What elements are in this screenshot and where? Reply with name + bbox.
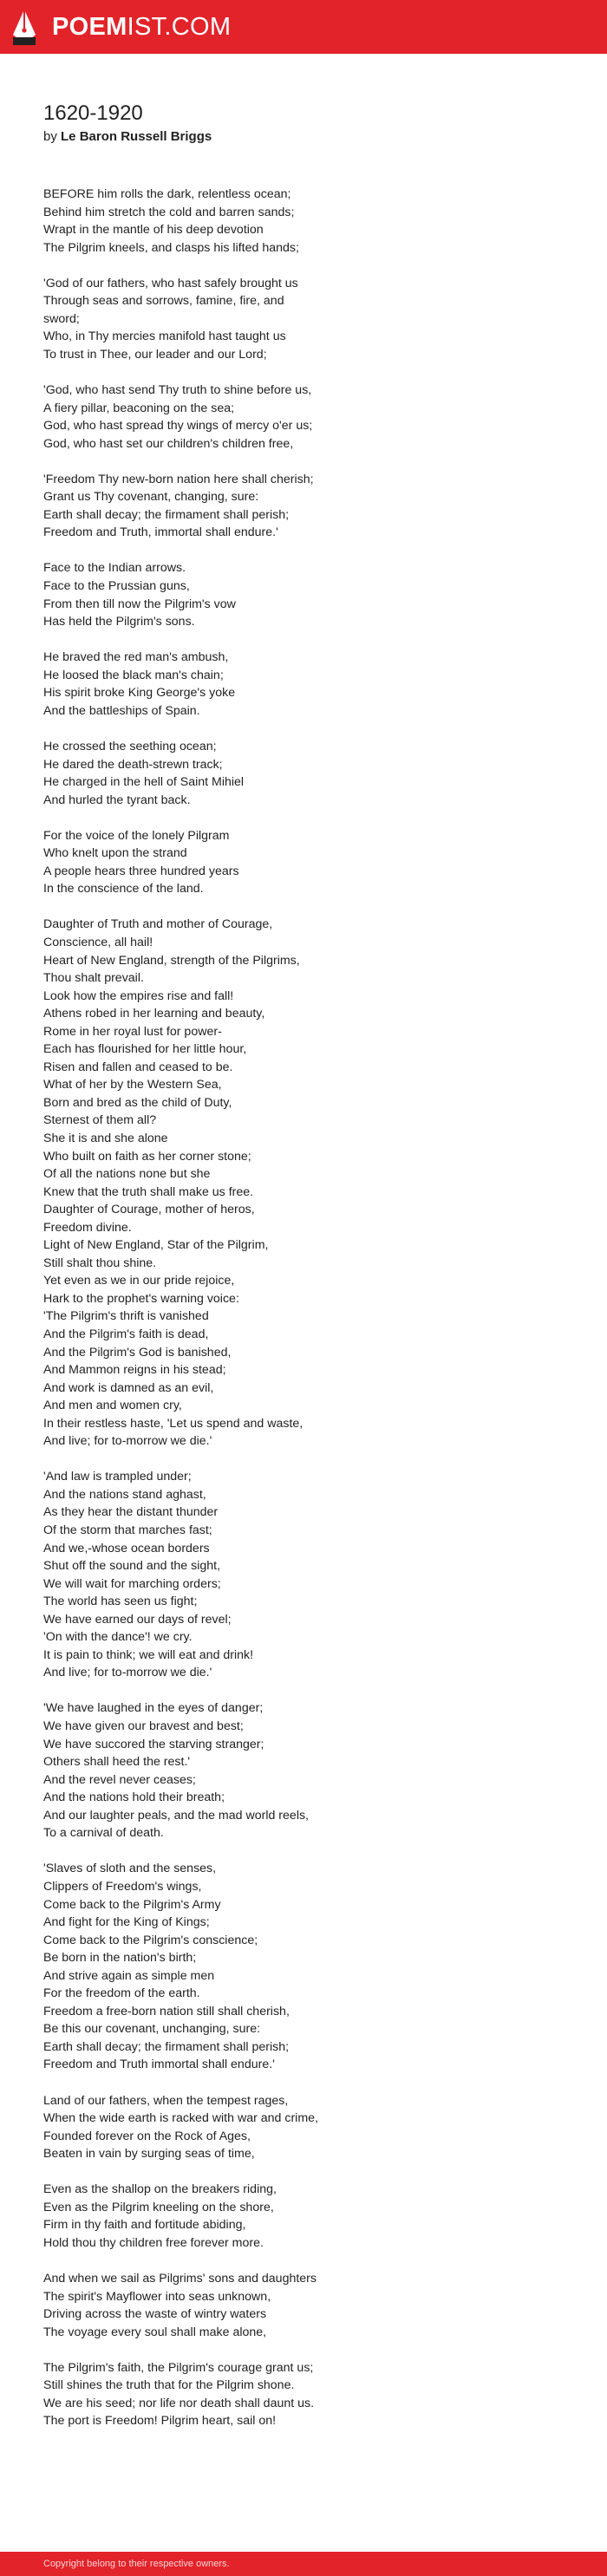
stanza (43, 738, 581, 809)
poem-line: Be born in the nation's birth; (43, 1951, 197, 1966)
poem-line: 'God of our fathers, who hast safely brought us (43, 276, 298, 290)
poem-line: Grant us Thy covenant, changing, sure: (43, 490, 259, 505)
poem-line: Firm in thy faith and fortitude abiding, (43, 2218, 246, 2233)
stanza (43, 2092, 581, 2163)
poem-line: Earth shall decay; the firmament shall perish; (43, 507, 290, 522)
poem-line: Be this our covenant, unchanging, sure: (43, 2022, 261, 2037)
poem-line: And live; for to-morrow we die.' (43, 1434, 212, 1449)
poem-line: And the Pilgrim's faith is dead, (43, 1327, 209, 1341)
poem-line: And we,-whose ocean borders (43, 1541, 210, 1555)
poem-line: And live; for to-morrow we die.' (43, 1666, 212, 1680)
poem-line: And the Pilgrim's God is banished, (43, 1345, 232, 1360)
poem-line: Rome in her royal lust for power- (43, 1024, 222, 1039)
poem-line: Behind him stretch the cold and barren sands; (43, 205, 295, 219)
poem-line: It is pain to think; we will eat and drink! (43, 1647, 254, 1662)
poem-line: As they hear the distant thunder (43, 1505, 219, 1520)
poem-line: Freedom and Truth immortal shall endure.' (43, 2058, 275, 2072)
stanza (43, 275, 581, 364)
stanza (43, 471, 581, 542)
poem-line: The voyage every soul shall make alone, (43, 2325, 267, 2339)
poem-line: Face to the Prussian guns, (43, 579, 190, 594)
poem-line: Shut off the sound and the sight, (43, 1559, 221, 1574)
poem-line: She it is and she alone (43, 1131, 168, 1145)
poem-line: God, who hast spread thy wings of mercy o'er us; (43, 419, 313, 434)
poem-line: Through seas and sorrows, famine, fire, and (43, 294, 284, 309)
poem-line: Land of our fathers, when the tempest rages, (43, 2093, 289, 2108)
poem-line: Yet even as we in our pride rejoice, (43, 1274, 235, 1288)
poem-line: Daughter of Truth and mother of Courage, (43, 917, 273, 932)
poem-line: When the wide earth is racked with war and crime, (43, 2111, 318, 2126)
stanza (43, 2181, 581, 2252)
poem-line: From then till now the Pilgrim's vow (43, 597, 236, 611)
poem-line: Risen and fallen and ceased to be. (43, 1060, 233, 1074)
poem-line: His spirit broke King George's yoke (43, 686, 236, 701)
poem-line: In their restless haste, 'Let us spend and waste, (43, 1416, 304, 1431)
poem-line: Come back to the Pilgrim's Army (43, 1897, 221, 1912)
poem-line: Others shall heed the rest.' (43, 1755, 191, 1770)
poem-line: To trust in Thee, our leader and our Lord; (43, 347, 267, 362)
poem-line: The world has seen us fight; (43, 1595, 198, 1609)
pen-nib-icon[interactable] (12, 9, 36, 45)
poem-line: Face to the Indian arrows. (43, 561, 186, 576)
poem-line: Beaten in vain by surging seas of time, (43, 2147, 255, 2162)
poem-line: Even as the Pilgrim kneeling on the shore, (43, 2200, 274, 2214)
logo-bold: POEM (52, 13, 127, 41)
poem-line: And the nations stand aghast, (43, 1487, 206, 1502)
poem-line: And the nations hold their breath; (43, 1790, 225, 1805)
poem-line: A people hears three hundred years (43, 864, 239, 878)
stanza (43, 559, 581, 630)
copyright-text: Copyright belong to their respective owners. (43, 2559, 230, 2569)
stanza (43, 2270, 581, 2341)
poem-line: Athens robed in her learning and beauty, (43, 1007, 265, 1021)
poem-line: Daughter of Courage, mother of heros, (43, 1203, 255, 1217)
poem-line: Wrapt in the mantle of his deep devotion (43, 223, 264, 238)
poem-line: Each has flourished for her little hour, (43, 1042, 247, 1057)
poem-line: 'On with the dance'! we cry. (43, 1630, 193, 1645)
poem-line: Of all the nations none but she (43, 1167, 211, 1182)
poem-line: Founded forever on the Rock of Ages, (43, 2129, 251, 2143)
poem-line: And work is damned as an evil, (43, 1380, 214, 1395)
poem-line: Even as the shallop on the breakers riding, (43, 2182, 277, 2197)
poem-line: And men and women cry, (43, 1399, 182, 1413)
poem-line: For the voice of the lonely Pilgram (43, 828, 230, 843)
poem-line: God, who hast set our children's children free, (43, 436, 294, 451)
poem-line: Thou shalt prevail. (43, 971, 144, 986)
byline (43, 128, 212, 146)
poem-line: Look how the empires rise and fall! (43, 988, 234, 1003)
stanza (43, 1699, 581, 1842)
poem-title: 1620-1920 (43, 101, 143, 125)
poem-line: 'God, who hast send Thy truth to shine before us, (43, 383, 312, 398)
logo-light: IST.COM (127, 13, 232, 41)
poem-line: He loosed the black man's chain; (43, 668, 224, 682)
poem-line: Freedom divine. (43, 1220, 132, 1235)
poem-line: Sternest of them all? (43, 1113, 157, 1128)
poem-line: We will wait for marching orders; (43, 1576, 221, 1591)
site-logo[interactable] (52, 12, 231, 42)
poem-line: 'The Pilgrim's thrift is vanished (43, 1309, 209, 1324)
poem-line: And when we sail as Pilgrims' sons and daughters (43, 2271, 317, 2286)
poem-line: sword; (43, 311, 80, 326)
poem-line: Freedom a free-born nation still shall cherish, (43, 2004, 290, 2018)
poem-line: And the battleships of Spain. (43, 703, 200, 718)
poem-line: In the conscience of the land. (43, 882, 204, 897)
poem-line: 'Slaves of sloth and the senses, (43, 1862, 217, 1876)
poem-line: He charged in the hell of Saint Mihiel (43, 775, 245, 790)
poem-line: For the freedom of the earth. (43, 1986, 200, 2001)
poem-line: Conscience, all hail! (43, 935, 153, 949)
poem-line: Driving across the waste of wintry waters (43, 2307, 267, 2322)
poem-line: Still shalt thou shine. (43, 1255, 157, 1270)
poem-line: To a carnival of death. (43, 1826, 164, 1841)
poem-line: And fight for the King of Kings; (43, 1915, 210, 1930)
poem-line: Who, in Thy mercies manifold hast taught us (43, 329, 286, 344)
poem-line: BEFORE him rolls the dark, relentless ocean; (43, 187, 291, 201)
poem-line: Still shines the truth that for the Pilgrim shone. (43, 2378, 295, 2393)
poem-line: And strive again as simple men (43, 1968, 215, 1983)
poem-line: Heart of New England, strength of the Pilgrims, (43, 953, 300, 968)
author-name[interactable]: Le Baron Russell Briggs (61, 129, 212, 144)
site-footer (0, 2552, 607, 2576)
stanza (43, 2359, 581, 2430)
poem-line: And hurled the tyrant back. (43, 792, 191, 807)
poem-line: Of the storm that marches fast; (43, 1523, 212, 1538)
poem-line: Who built on faith as her corner stone; (43, 1149, 251, 1164)
poem-line: 'And law is trampled under; (43, 1470, 192, 1484)
poem-body (43, 186, 581, 2448)
stanza (43, 649, 581, 720)
poem-line: 'Freedom Thy new-born nation here shall cherish; (43, 472, 314, 486)
poem-line: Earth shall decay; the firmament shall perish; (43, 2039, 290, 2054)
poem-line: Knew that the truth shall make us free. (43, 1184, 254, 1199)
poem-line: The spirit's Mayflower into seas unknown, (43, 2289, 271, 2304)
poem-line: The Pilgrim kneels, and clasps his lifted hands; (43, 240, 299, 255)
stanza (43, 382, 581, 453)
poem-line: Born and bred as the child of Duty, (43, 1095, 232, 1110)
poem-line: We have earned our days of revel; (43, 1612, 232, 1627)
poem-line: 'We have laughed in the eyes of danger; (43, 1701, 264, 1716)
poem-line: He braved the red man's ambush, (43, 650, 229, 665)
poem-line: We are his seed; nor life nor death shall daunt us. (43, 2396, 315, 2410)
poem-line: We have succored the starving stranger; (43, 1737, 264, 1751)
poem-line: Hold thou thy children free forever more. (43, 2235, 264, 2250)
byline-prefix: by (43, 129, 57, 144)
poem-line: Has held the Pilgrim's sons. (43, 615, 195, 629)
stanza (43, 1468, 581, 1682)
poem-line: Light of New England, Star of the Pilgrim, (43, 1238, 269, 1253)
poem-line: Hark to the prophet's warning voice: (43, 1291, 239, 1306)
poem-line: We have given our bravest and best; (43, 1719, 244, 1734)
stanza (43, 186, 581, 257)
poem-line: Freedom and Truth, immortal shall endure.' (43, 525, 278, 540)
poem-line: He dared the death-strewn track; (43, 757, 223, 772)
poem-line: He crossed the seething ocean; (43, 739, 217, 753)
site-header (0, 0, 607, 54)
poem-line: And Mammon reigns in his stead; (43, 1363, 226, 1378)
poem-line: A fiery pillar, beaconing on the sea; (43, 401, 235, 415)
poem-line: Who knelt upon the strand (43, 846, 187, 861)
poem-line: The Pilgrim's faith, the Pilgrim's courage grant us; (43, 2360, 314, 2375)
poem-line: And the revel never ceases; (43, 1772, 196, 1787)
poem-line: Clippers of Freedom's wings, (43, 1879, 202, 1894)
stanza (43, 916, 581, 1450)
poem-line: And our laughter peals, and the mad world reels, (43, 1808, 310, 1823)
poem-line: What of her by the Western Sea, (43, 1078, 222, 1092)
poem-line: The port is Freedom! Pilgrim heart, sail on! (43, 2414, 277, 2429)
stanza (43, 827, 581, 898)
stanza (43, 1860, 581, 2074)
poem-line: Come back to the Pilgrim's conscience; (43, 1933, 258, 1947)
